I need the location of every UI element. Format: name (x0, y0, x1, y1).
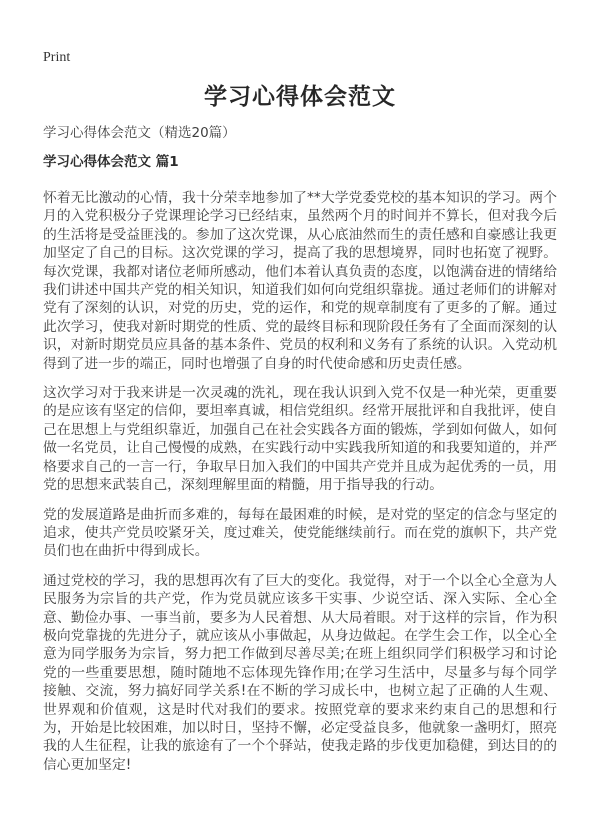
document-title: 学习心得体会范文 (204, 84, 396, 110)
document-subtitle: 学习心得体会范文（精选20篇） (43, 125, 236, 141)
print-button[interactable]: Print (43, 50, 71, 65)
section-heading: 学习心得体会范文 篇1 (43, 154, 179, 170)
essay-paragraph: 通过党校的学习，我的思想再次有了巨大的变化。我觉得，对于一个以全心全意为人民服务为宗旨的共产党，作为党员就应该多干实事、少说空话、深入实际、全心全意、勤俭办事、一事当前，要多为人民着想、从大局着眼。对于这样的宗旨，作为积极向党靠拢的先进分子，就应该从小事做起，从身边做起。在学生会工作，以全心全意为同学服务为宗旨，努力把工作做到尽善尽美;在班上组织同学们积极学习和讨论党的一些重要思想，随时随地不忘体现先锋作用;在学习生活中，尽量多与每个同学接触、交流，努力搞好同学关系!在不断的学习成长中，也树立起了正确的人生观、世界观和价值观，这是时代对我们的要求。按照党章的要求来约束自己的思想和行为，开始是比较困难，加以时日，坚持不懈，必定受益良多，他就象一盏明灯，照亮我的人生征程，让我的旅途有了一个个驿站，使我走路的步伐更加稳健，到达目的的信心更加坚定! (43, 572, 557, 773)
essay-paragraph: 党的发展道路是曲折而多难的，每每在最困难的时候，是对党的坚定的信念与坚定的追求，使共产党员咬紧牙关，度过难关，使党能继续前行。而在党的旗帜下，共产党员们也在曲折中得到成长。 (43, 506, 557, 560)
essay-paragraph: 这次学习对于我来讲是一次灵魂的洗礼，现在我认识到入党不仅是一种光荣，更重要的是应该有坚定的信仰，要坦率真诚，相信党组织。经常开展批评和自我批评，使自己在思想上与党组织靠近，加强自己在社会实践各方面的锻炼，学到如何做人，如何做一名党员，让自己慢慢的成熟，在实践行动中实践我所知道的和我要知道的，并严格要求自己的一言一行，争取早日加入我们的中国共产党并且成为起优秀的一员，用党的思想来武装自己，深刻理解里面的精髓，用于指导我的行动。 (43, 385, 557, 494)
essay-body (43, 189, 557, 774)
essay-paragraph: 怀着无比激动的心情，我十分荣幸地参加了**大学党委党校的基本知识的学习。两个月的入党积极分子党课理论学习已经结束，虽然两个月的时间并不算长，但对我今后的生活将是受益匪浅的。参加了这次党课，从心底油然而生的责任感和自豪感让我更加坚定了自己的目标。这次党课的学习，提高了我的思想境界，同时也拓宽了视野。每次党课，我都对诸位老师所感动，他们本着认真负责的态度，以饱满奋进的情绪给我们讲述中国共产党的相关知识，知道我们如何向党组织靠拢。通过老师们的讲解对党有了深刻的认识，对党的历史，党的运作，和党的规章制度有了更多的了解。通过此次学习，使我对新时期党的性质、党的最终目标和现阶段任务有了全面而深刻的认识，对新时期党员应具备的基本条件、党员的权利和义务有了系统的认识。入党动机得到了进一步的端正，同时也增强了自身的时代使命感和历史责任感。 (43, 190, 557, 372)
